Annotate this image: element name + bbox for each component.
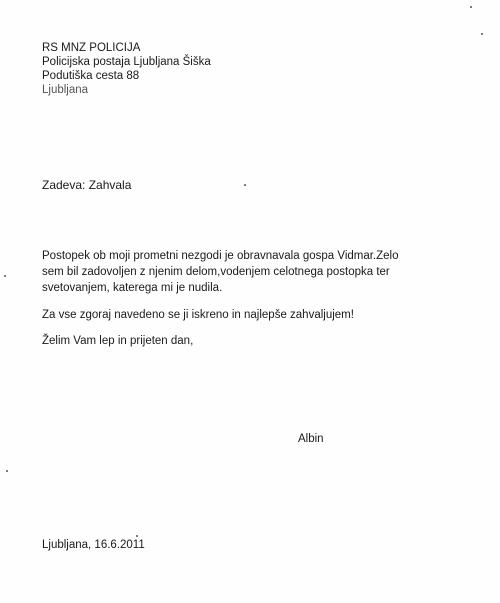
recipient-line-2: Policijska postaja Ljubljana Šiška	[42, 56, 211, 68]
body-paragraph-3: Želim Vam lep in prijeten dan,	[42, 335, 194, 347]
scan-speck	[470, 6, 472, 8]
scan-speck	[4, 275, 6, 277]
recipient-line-1: RS MNZ POLICIJA	[42, 42, 141, 54]
body-paragraph-2: Za vse zgoraj navedeno se ji iskreno in najlepše zahvaljujem!	[42, 309, 354, 321]
signature: Albin	[298, 433, 324, 445]
letter-body	[42, 248, 462, 349]
subject-line: Zadeva: Zahvala	[42, 178, 132, 192]
recipient-line-3: Podutiška cesta 88	[42, 70, 140, 82]
scan-speck	[244, 184, 246, 186]
body-paragraph-1-line-1: Postopek ob moji prometni nezgodi je obravnavala gospa Vidmar.Zelo	[42, 250, 399, 262]
recipient-line-4: Ljubljana	[42, 84, 89, 96]
body-paragraph-1-line-2: sem bil zadovoljen z njenim delom,vodenjem celotnega postopka ter	[42, 266, 390, 278]
scan-speck	[136, 535, 138, 537]
body-paragraph-1-line-3: svetovanjem, katerega mi je nudila.	[42, 282, 223, 294]
scan-speck	[6, 470, 8, 472]
place-date: Ljubljana, 16.6.2011	[42, 539, 145, 551]
scan-speck	[481, 33, 483, 35]
recipient-address	[42, 41, 211, 97]
